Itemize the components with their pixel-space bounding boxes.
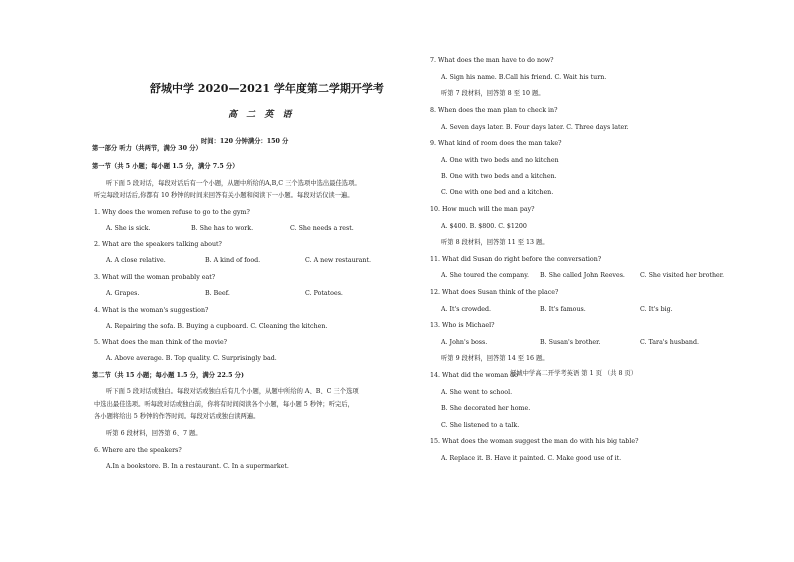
q9-option-a: A. One with two beds and no kitchen	[441, 157, 559, 164]
question-2: 2. What are the speakers talking about?	[94, 241, 222, 248]
part1-heading: 第一部分 听力（共两节，满分 30 分）	[92, 145, 202, 152]
q11-option-b: B. She called John Reeves.	[540, 272, 625, 279]
q2-option-c: C. A new restaurant.	[305, 257, 371, 264]
q14-option-b: B. She decorated her home.	[441, 405, 531, 412]
question-1: 1. Why does the women refuse to go to the gym?	[94, 209, 250, 216]
q3-option-c: C. Potatoes.	[305, 290, 343, 297]
question-11: 11. What did Susan do right before the conversation?	[430, 256, 602, 263]
question-13: 13. Who is Michael?	[430, 322, 495, 329]
section1-heading: 第一节（共 5 小题；每小题 1.5 分，满分 7.5 分）	[92, 163, 239, 170]
question-12: 12. What does Susan think of the place?	[430, 289, 559, 296]
q3-option-b: B. Beef.	[205, 290, 230, 297]
q6-options: A.In a bookstore. B. In a restaurant. C. In a supermarket.	[106, 463, 289, 470]
question-14: 14. What did the woman do	[430, 372, 519, 379]
page-footer: 舒城中学高二开学考英语 第 1 页 （共 8 页）	[510, 370, 638, 377]
q12-option-c: C. It's big.	[640, 306, 673, 313]
q4-options: A. Repairing the sofa. B. Buying a cupboard. C. Cleaning the kitchen.	[106, 323, 328, 330]
q15-options: A. Replace it. B. Have it painted. C. Make good use of it.	[441, 455, 622, 462]
section1-instructions-1: 听下面 5 段对话，每段对话后有一个小题，从题中所给的A,B,C 三个选项中选出最佳选项。	[106, 180, 361, 187]
material-7-note: 听第 7 段材料，回答第 8 至 10 题。	[441, 90, 545, 97]
section1-instructions-2: 听完每段对话后,你都有 10 秒钟的时间来回答有关小题和阅读下一小题。每段对话仅读一遍。	[94, 192, 354, 199]
q13-option-c: C. Tara's husband.	[640, 339, 700, 346]
question-9: 9. What kind of room does the man take?	[430, 140, 562, 147]
q12-option-a: A. It's crowded.	[441, 306, 492, 313]
question-15: 15. What does the woman suggest the man do with his big table?	[430, 438, 639, 445]
q11-option-a: A. She toured the company.	[441, 272, 529, 279]
question-6: 6. Where are the speakers?	[94, 447, 182, 454]
q2-option-b: B. A kind of food.	[205, 257, 261, 264]
q8-options: A. Seven days later. B. Four days later. C. Three days later.	[441, 124, 629, 131]
section2-instructions-3: 各小题将给出 5 秒钟的作答时间。每段对话或独白读两遍。	[94, 413, 260, 420]
q13-option-b: B. Susan's brother.	[540, 339, 601, 346]
q2-option-a: A. A close relative.	[106, 257, 166, 264]
question-4: 4. What is the woman's suggestion?	[94, 307, 209, 314]
material-8-note: 听第 8 段材料，回答第 11 至 13 题。	[441, 239, 549, 246]
material-6-note: 听第 6 段材料，回答第 6、7 题。	[106, 430, 202, 437]
material-9-note: 听第 9 段材料，回答第 14 至 16 题。	[441, 355, 549, 362]
q12-option-b: B. It's famous.	[540, 306, 586, 313]
exam-title: 舒城中学 2020—2021 学年度第二学期开学考	[150, 82, 384, 95]
section2-instructions-2: 中选出最佳选项。听每段对话或独白前，你将有时间阅读各个小题，每小题 5 秒钟；听完后，	[94, 401, 354, 408]
q1-option-a: A. She is sick.	[106, 225, 151, 232]
q9-option-c: C. One with one bed and a kitchen.	[441, 189, 554, 196]
q5-options: A. Above average. B. Top quality. C. Surprisingly bad.	[106, 355, 277, 362]
q11-option-c: C. She visited her brother.	[640, 272, 725, 279]
question-7: 7. What does the man have to do now?	[430, 57, 554, 64]
question-10: 10. How much will the man pay?	[430, 206, 535, 213]
q14-option-c: C. She listened to a talk.	[441, 422, 520, 429]
q1-option-b: B. She has to work.	[191, 225, 254, 232]
exam-subtitle: 高 二 英 语	[228, 110, 295, 120]
q14-option-a: A. She went to school.	[441, 389, 513, 396]
question-3: 3. What will the woman probably eat?	[94, 274, 216, 281]
question-8: 8. When does the man plan to check in?	[430, 107, 558, 114]
q13-option-a: A. John's boss.	[441, 339, 488, 346]
q9-option-b: B. One with two beds and a kitchen.	[441, 173, 557, 180]
q3-option-a: A. Grapes.	[106, 290, 140, 297]
section2-instructions-1: 听下面 5 段对话或独白。每段对话或独白后有几个小题，从题中所给的 A、B、C 三个选项	[106, 388, 359, 395]
question-5: 5. What does the man think of the movie?	[94, 339, 228, 346]
section2-heading: 第二节（共 15 小题；每小题 1.5 分，满分 22.5 分)	[92, 372, 244, 379]
q7-options: A. Sign his name. B.Call his friend. C. Wait his turn.	[441, 74, 607, 81]
q10-options: A. $400. B. $800. C. $1200	[441, 223, 527, 230]
q1-option-c: C. She needs a rest.	[290, 225, 354, 232]
time-info: 时间：120 分钟满分：150 分	[201, 138, 289, 145]
